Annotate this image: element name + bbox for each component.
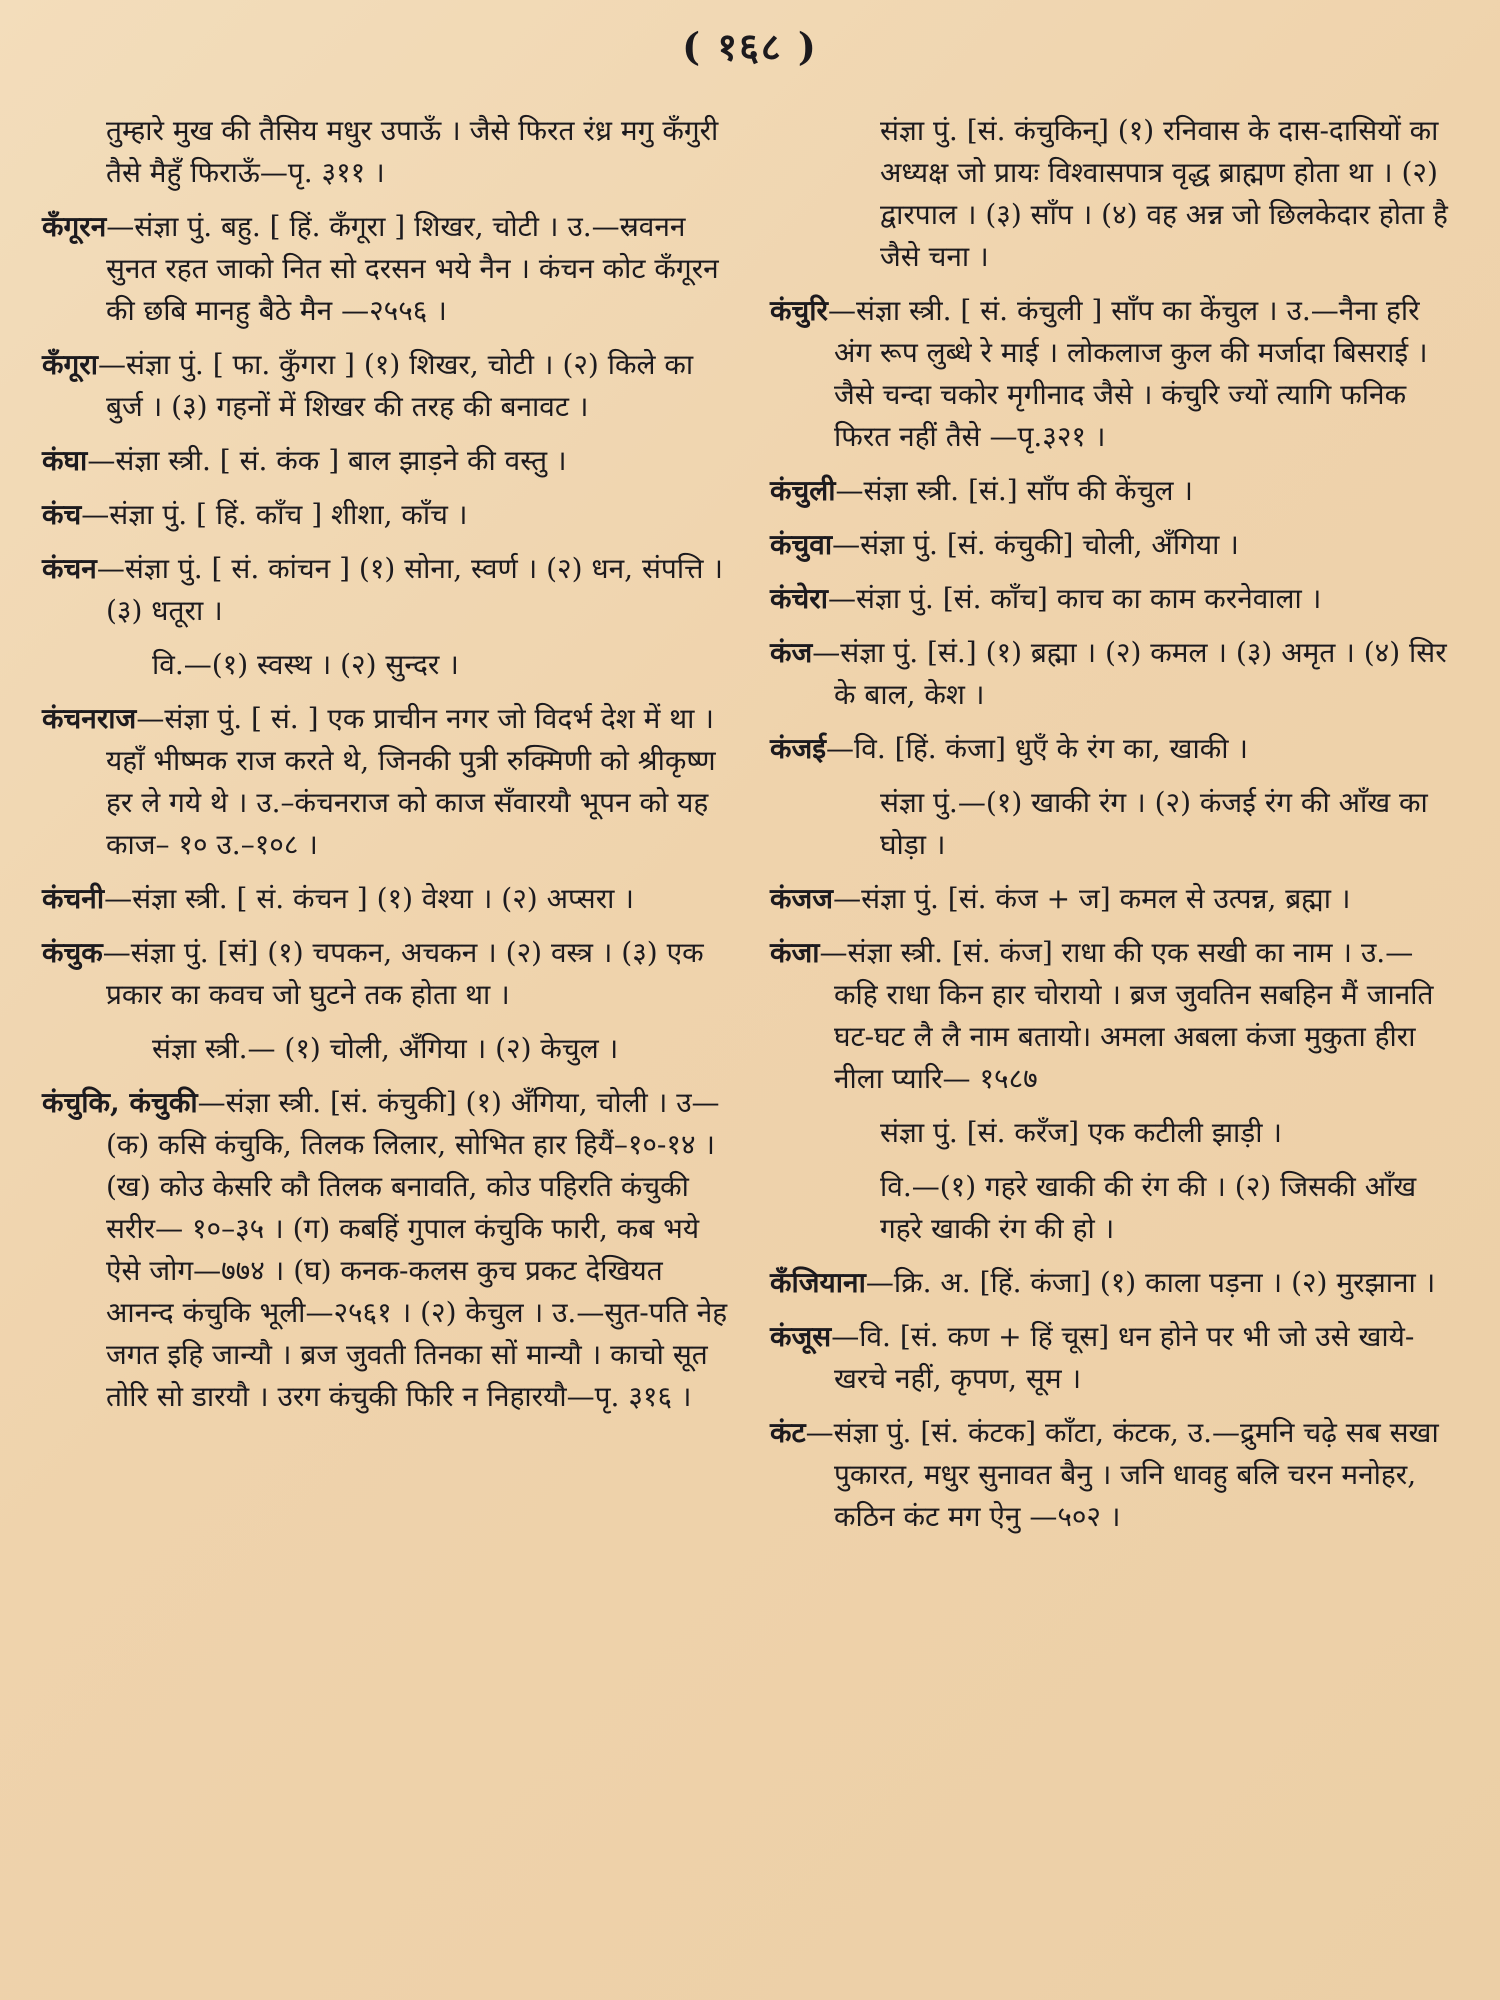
dictionary-entry [770, 932, 1450, 1100]
dictionary-entry [770, 1262, 1450, 1304]
dictionary-entry [42, 440, 732, 482]
headword: कंचनराज [42, 702, 137, 735]
definition-text: —संज्ञा पुं. [ सं. ] एक प्राचीन नगर जो विदर्भ देश में था । यहाँ भीष्मक राज करते थे, जिनकी पुत्री रुक्मिणी को श्रीकृष्ण हर ले गये थे । उ.–कंचनराज को काज सँवारयौ भूपन को यह काज– १० उ.–१०८ । [106, 702, 716, 861]
dictionary-entry [770, 578, 1450, 620]
left-column [42, 110, 732, 1430]
headword: कंजा [770, 936, 820, 969]
definition-text: —संज्ञा स्त्री. [ सं. कंक ] बाल झाड़ने की वस्तु । [87, 444, 567, 477]
headword: कंचुरि [770, 294, 828, 327]
headword: कंचेरा [770, 582, 828, 615]
headword: कंज [770, 636, 813, 669]
dictionary-entry [770, 1412, 1450, 1538]
dictionary-entry [770, 524, 1450, 566]
right-column [770, 110, 1450, 1550]
definition-text: —संज्ञा स्त्री. [ सं. कंचन ] (१) वेश्या । (२) अप्सरा । [104, 882, 634, 915]
headword: कंजज [770, 882, 834, 915]
continued-text: तुम्हारे मुख की तैसिय मधुर उपाऊँ । जैसे फिरत रंध्र मगु कँगुरी तैसे मैहुँ फिराऊँ—पृ. ३११ । [106, 114, 719, 189]
sub-sense: संज्ञा पुं.—(१) खाकी रंग । (२) कंजई रंग की आँख का घोड़ा । [880, 786, 1428, 861]
definition-text: —संज्ञा पुं. [ हिं. काँच ] शीशा, काँच । [81, 498, 468, 531]
dictionary-entry [42, 698, 732, 866]
headword: कँजियाना [770, 1266, 866, 1299]
definition-text: —संज्ञा स्त्री. [सं.] साँप की केंचुल । [835, 474, 1193, 507]
definition-text: —क्रि. अ. [हिं. कंजा] (१) काला पड़ना । (२) मुरझाना । [865, 1266, 1436, 1299]
headword: कंचुकि, कंचुकी [42, 1086, 198, 1119]
dictionary-entry [42, 494, 732, 536]
definition-text: —संज्ञा पुं. [सं. काँच] काच का काम करनेवाला । [828, 582, 1322, 615]
headword: कँगूरन [42, 210, 107, 243]
headword: कंचुक [42, 936, 103, 969]
headword: कंचनी [42, 882, 105, 915]
dictionary-entry [42, 932, 732, 1016]
page-number: ( १६८ ) [682, 24, 818, 69]
sub-sense: संज्ञा पुं. [सं. कंचुकिन्] (१) रनिवास के दास-दासियों का अध्यक्ष जो प्रायः विश्वासपात्र वृद्ध ब्राह्मण होता था । (२) द्वारपाल । (३) साँप । (४) वह अन्न जो छिलकेदार होता है जैसे चना । [880, 114, 1448, 273]
dictionary-entry [42, 1082, 732, 1418]
definition-text: —वि. [हिं. कंजा] धुएँ के रंग का, खाकी । [826, 732, 1248, 765]
headword: कंचुवा [770, 528, 833, 561]
sub-sense: संज्ञा स्त्री.— (१) चोली, अँगिया । (२) केचुल । [152, 1032, 619, 1065]
definition-text: —संज्ञा पुं. [सं. कंज + ज] कमल से उत्पन्न, ब्रह्मा । [833, 882, 1351, 915]
headword: कँगूरा [42, 348, 98, 381]
dictionary-entry [42, 344, 732, 428]
definition-text: —संज्ञा पुं. [ फा. कुँगरा ] (१) शिखर, चोटी । (२) किले का बुर्ज । (३) गहनों में शिखर की तरह की बनावट । [97, 348, 694, 423]
headword: कंच [42, 498, 82, 531]
sub-sense: वि.—(१) गहरे खाकी की रंग की । (२) जिसकी आँख गहरे खाकी रंग की हो । [880, 1170, 1417, 1245]
definition-text: —संज्ञा पुं. [ सं. कांचन ] (१) सोना, स्वर्ण । (२) धन, संपत्ति । (३) धतूरा । [96, 552, 723, 627]
dictionary-entry [42, 878, 732, 920]
definition-text: —संज्ञा पुं. [सं] (१) चपकन, अचकन । (२) वस्त्र । (३) एक प्रकार का कवच जो घुटने तक होता था । [102, 936, 704, 1011]
definition-text: —संज्ञा स्त्री. [ सं. कंचुली ] साँप का केंचुल । उ.—नैना हरि अंग रूप लुब्धे रे माई । लोकलाज कुल की मर्जादा बिसराई । जैसे चन्दा चकोर मृगीनाद जैसे । कंचुरि ज्यों त्यागि फनिक फिरत नहीं तैसे —पृ.३२१ । [828, 294, 1428, 453]
headword: कंघा [42, 444, 88, 477]
sub-sense: वि.—(१) स्वस्थ । (२) सुन्दर । [152, 648, 459, 681]
dictionary-entry [770, 632, 1450, 716]
dictionary-entry [770, 878, 1450, 920]
headword: कंचुली [770, 474, 836, 507]
dictionary-entry [42, 206, 732, 332]
sub-sense: संज्ञा पुं. [सं. करँज] एक कटीली झाड़ी । [880, 1116, 1283, 1149]
dictionary-entry [770, 1316, 1450, 1400]
definition-text: —संज्ञा स्त्री. [सं. कंचुकी] (१) अँगिया, चोली । उ—(क) कसि कंचुकि, तिलक लिलार, सोभित हार हियैं–१०-१४ । (ख) कोउ केसरि कौ तिलक बनावति, कोउ पहिरति कंचुकी सरीर— १०–३५ । (ग) कबहिं गुपाल कंचुकि फारी, कब भये ऐसे जोग—७७४ । (घ) कनक-कलस कुच प्रकट देखियत आनन्द कंचुकि भूली—२५६१ । (२) केचुल । उ.—सुत-पति नेह जगत इहि जान्यौ । ब्रज जुवती तिनका सों मान्यौ । काचो सूत तोरि सो डारयौ । उरग कंचुकी फिरि न निहारयौ—पृ. ३१६ । [106, 1086, 728, 1413]
definition-text: —संज्ञा पुं. [सं. कंटक] काँटा, कंटक, उ.—द्रुमनि चढ़े सब सखा पुकारत, मधुर सुनावत बैनु । जनि धावहु बलि चरन मनोहर, कठिन कंट मग ऐनु —५०२ । [805, 1416, 1439, 1533]
headword: कंट [770, 1416, 806, 1449]
headword: कंजूस [770, 1320, 832, 1353]
dictionary-entry [770, 290, 1450, 458]
dictionary-entry [770, 728, 1450, 770]
definition-text: —वि. [सं. कण + हिं चूस] धन होने पर भी जो उसे खाये-खरचे नहीं, कृपण, सूम । [831, 1320, 1415, 1395]
definition-text: —संज्ञा पुं. बहु. [ हिं. कँगूरा ] शिखर, चोटी । उ.—स्रवनन सुनत रहत जाको नित सो दरसन भये नैन । कंचन कोट कँगूरन की छबि मानहु बैठे मैन —२५५६ । [106, 210, 719, 327]
dictionary-entry [42, 548, 732, 632]
definition-text: —संज्ञा स्त्री. [सं. कंज] राधा की एक सखी का नाम । उ.—कहि राधा किन हार चोरायो । ब्रज जुवतिन सबहिन मैं जानति घट-घट लै लै नाम बतायो। अमला अबला कंजा मुकुता हीरा नीला प्यारि— १५८७ [819, 936, 1434, 1095]
dictionary-entry [770, 470, 1450, 512]
headword: कंजई [770, 732, 827, 765]
headword: कंचन [42, 552, 97, 585]
definition-text: —संज्ञा पुं. [सं.] (१) ब्रह्मा । (२) कमल । (३) अमृत । (४) सिर के बाल, केश । [812, 636, 1447, 711]
definition-text: —संज्ञा पुं. [सं. कंचुकी] चोली, अँगिया । [832, 528, 1239, 561]
